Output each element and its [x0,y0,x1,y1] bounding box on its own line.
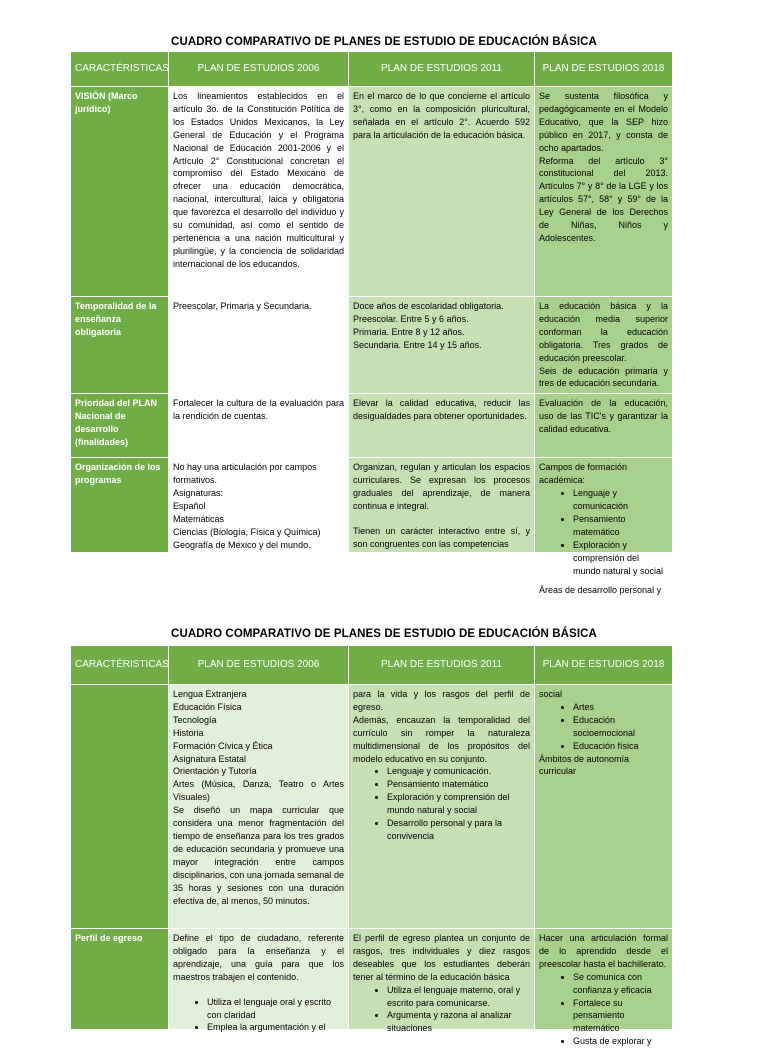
list-item: • Exploración y comprensión del mundo natural y social [573,539,668,578]
cell-2018 [535,685,673,929]
header-plan-2011: PLAN DE ESTUDIOS 2011 [349,52,535,87]
cell-text: Reforma del artículo 3° constitucional del 2013. Artículos 7° y 8° de la LGE y los artículos 57°, 58° y 59° de la Ley General de los Derechos de Niñas, Niños y Adolescentes. [539,155,668,243]
list-item: • Educación socioemocional [573,714,668,740]
list-item: • Artes [573,701,668,714]
cell-line: Español [173,501,206,512]
header-plan-2018: PLAN DE ESTUDIOS 2018 [535,646,673,685]
table-row [71,929,673,1030]
bullet-list [539,701,668,753]
cell-line: Matemáticas [173,513,225,524]
cell-text: Campos de formación académica: [539,462,628,486]
row-label-vision: VISIÓN (Marco jurídico) [71,87,169,297]
cell-line: Lengua Extranjera [173,689,247,699]
cell-text: La educación básica y la educación media superior conforman la educación obligatoria. Tres grados de educación preescolar. [539,301,668,363]
cell-text: El perfil de egreso plantea un conjunto de rasgos, tres individuales y diez rasgos deseables que los estudiantes deberán tener al término de la educación básica [353,933,530,982]
cell-line: Artes (Música, Danza, Teatro o Artes Visuales) [173,779,344,803]
list-item: • Argumenta y razona al analizar situaciones [387,1009,530,1035]
table-row [71,685,673,929]
bullet-list [353,984,530,1036]
table-header-row [71,52,673,87]
cell-line: Geografía de México y del mundo. [173,539,311,550]
comparison-table-2 [70,645,673,1047]
list-item: • Pensamiento matemático [387,778,530,791]
cell-line: Preescolar. Entre 5 y 6 años. [353,313,469,324]
header-caracteristicas: CARACTÉRISTICAS [71,646,169,685]
comparison-table-1 [70,51,673,595]
cell-2011 [349,685,535,929]
cell-line: Historia [173,727,204,738]
bullet-list [353,765,530,842]
row-label-prioridad: Prioridad del PLAN Nacional de desarrollo (finalidades) [71,394,169,458]
row-label-organizacion: Organización de los programas [71,458,169,553]
list-item: • Pensamiento matemático [573,513,668,539]
cell-text: Define el tipo de ciudadano, referente obligado para la enseñanza y el aprendizaje, una guía para que los maestros trabajen el contenido. [173,933,344,982]
list-item: • Se comunica con confianza y eficacia [573,971,668,997]
list-item: • Gusta de explorar y [573,1035,668,1048]
header-caracteristicas: CARACTÉRISTICAS [71,52,169,87]
list-item: • Lenguaje y comunicación [573,487,668,513]
cell-2006: Los lineamientos establecidos en el artículo 3o. de la Constitución Política de los Estados Unidos Mexicanos, la Ley General de Educación y el Programa Nacional de Educación 2001-2006 y el Artículo 2° Constitucional concretan el compromiso del Estado Mexicano de ofrecer una educación democrática, nacional, intercultural, laica y obligatoria que favorezca el desarrollo del individuo y su comunidad, así como el sentido de pertenencia a una nación multicultural y plurilingüe, y la conciencia de solidaridad internacional de los educandos. [169,87,349,297]
cell-text: Ámbitos de autonomía curricular [539,753,630,777]
table-row [71,297,673,394]
cell-text: Se diseñó un mapa curricular que considera una menor fragmentación del tiempo de enseñanza para los tres grados de educación secundaria y promueve una mayor integración entre campos disciplinarios, con una jornada semanal de 35 horas y sesiones con una duración efectiva de, al menos, 50 minutos. [173,805,344,906]
table-row [71,87,673,297]
list-item: • Utiliza el lenguaje oral y escrito con claridad [207,996,344,1022]
cell-line: No hay una articulación por campos formativos. [173,462,317,486]
cell-line: Formación Cívica y Ética [173,740,273,751]
cell-text: Seis de educación primaria y tres de educación secundaria. [539,365,668,389]
cell-line: Primaria. Entre 8 y 12 años. [353,326,465,337]
cell-2011: En el marco de lo que concierne el artículo 3°, como en la composición pluricultural, señalada en el artículo 2°. Acuerdo 592 para la articulación de la educación básica. [349,87,535,297]
bullet-list [173,996,344,1035]
cell-2011 [349,929,535,1034]
cell-line: Orientación y Tutoría [173,766,257,777]
cell-2006 [169,685,349,929]
page1-title: CUADRO COMPARATIVO DE PLANES DE ESTUDIO DE EDUCACIÓN BÁSICA [171,36,597,48]
list-item: • Fortalece su pensamiento matemático [573,997,668,1036]
bullet-list [539,487,668,577]
cell-line: Ciencias (Biología, Física y Química) [173,526,321,537]
cell-line: Asignatura Estatal [173,753,247,764]
bullet-list [539,971,668,1048]
table-row [71,458,673,553]
cell-2018 [535,297,673,394]
page2-title: CUADRO COMPARATIVO DE PLANES DE ESTUDIO DE EDUCACIÓN BÁSICA [171,628,597,640]
cell-2011 [349,297,535,394]
cell-2018 [535,458,673,595]
cell-2018: Evaluación de la educación, uso de las TIC's y garantizar la calidad educativa. [535,394,673,458]
cell-2006: Preescolar, Primaria y Secundaria. [169,297,349,394]
table-row [71,394,673,458]
cell-2018 [535,929,673,1047]
list-item: • Utiliza el lenguaje materno, oral y escrito para comunicarse. [387,984,530,1010]
cell-2018 [535,87,673,297]
header-plan-2018: PLAN DE ESTUDIOS 2018 [535,52,673,87]
cell-line: Doce años de escolaridad obligatoria. [353,301,504,311]
header-plan-2006: PLAN DE ESTUDIOS 2006 [169,646,349,685]
list-item: • Emplea la argumentación y el [207,1021,344,1034]
cell-text: Áreas de desarrollo personal y [539,584,662,595]
cell-text: Se sustenta filosófica y pedagógicamente en el Modelo Educativo, que la SEP hizo público en 2017, y consta de ocho apartados. [539,91,668,153]
header-plan-2006: PLAN DE ESTUDIOS 2006 [169,52,349,87]
cell-text: Además, encauzan la temporalidad del currículo sin romper la naturaleza multidimensional de los propósitos del modelo educativo en su conjunto. [353,714,530,764]
cell-line: Tecnología [173,714,217,725]
row-label-perfil: Perfil de egreso [71,929,169,1030]
cell-2006: Fortalecer la cultura de la evaluación para la rendición de cuentas. [169,394,349,458]
list-item: • Exploración y comprensión del mundo natural y social [387,791,530,817]
cell-2006 [169,458,349,553]
cell-text: Organizan, regulan y articulan los espacios curriculares. Se expresan los procesos graduales del aprendizaje, de manera continua e integral. [353,462,530,512]
cell-2011 [349,458,535,553]
list-item: • Educación física [573,740,668,753]
cell-line: Asignaturas: [173,488,224,499]
table-header-row [71,646,673,685]
cell-text: social [539,689,563,699]
cell-2011: Elevar la calidad educativa, reducir las desigualdades para obtener oportunidades. [349,394,535,458]
cell-text: Tienen un carácter interactivo entre sí, y son congruentes con las competencias [353,525,530,549]
header-plan-2011: PLAN DE ESTUDIOS 2011 [349,646,535,685]
cell-line: Educación Física [173,701,242,712]
row-label-continuation [71,685,169,929]
cell-line: Secundaria. Entre 14 y 15 años. [353,339,482,350]
list-item: • Lenguaje y comunicación. [387,765,530,778]
list-item: • Desarrollo personal y para la convivencia [387,817,530,843]
row-label-temporalidad: Temporalidad de la enseñanza obligatoria [71,297,169,394]
cell-text: para la vida y los rasgos del perfil de egreso. [353,689,530,712]
cell-text: Hacer una articulación formal de lo aprendido desde el preescolar hasta el bachillerato. [539,933,668,969]
cell-2006 [169,929,349,1033]
